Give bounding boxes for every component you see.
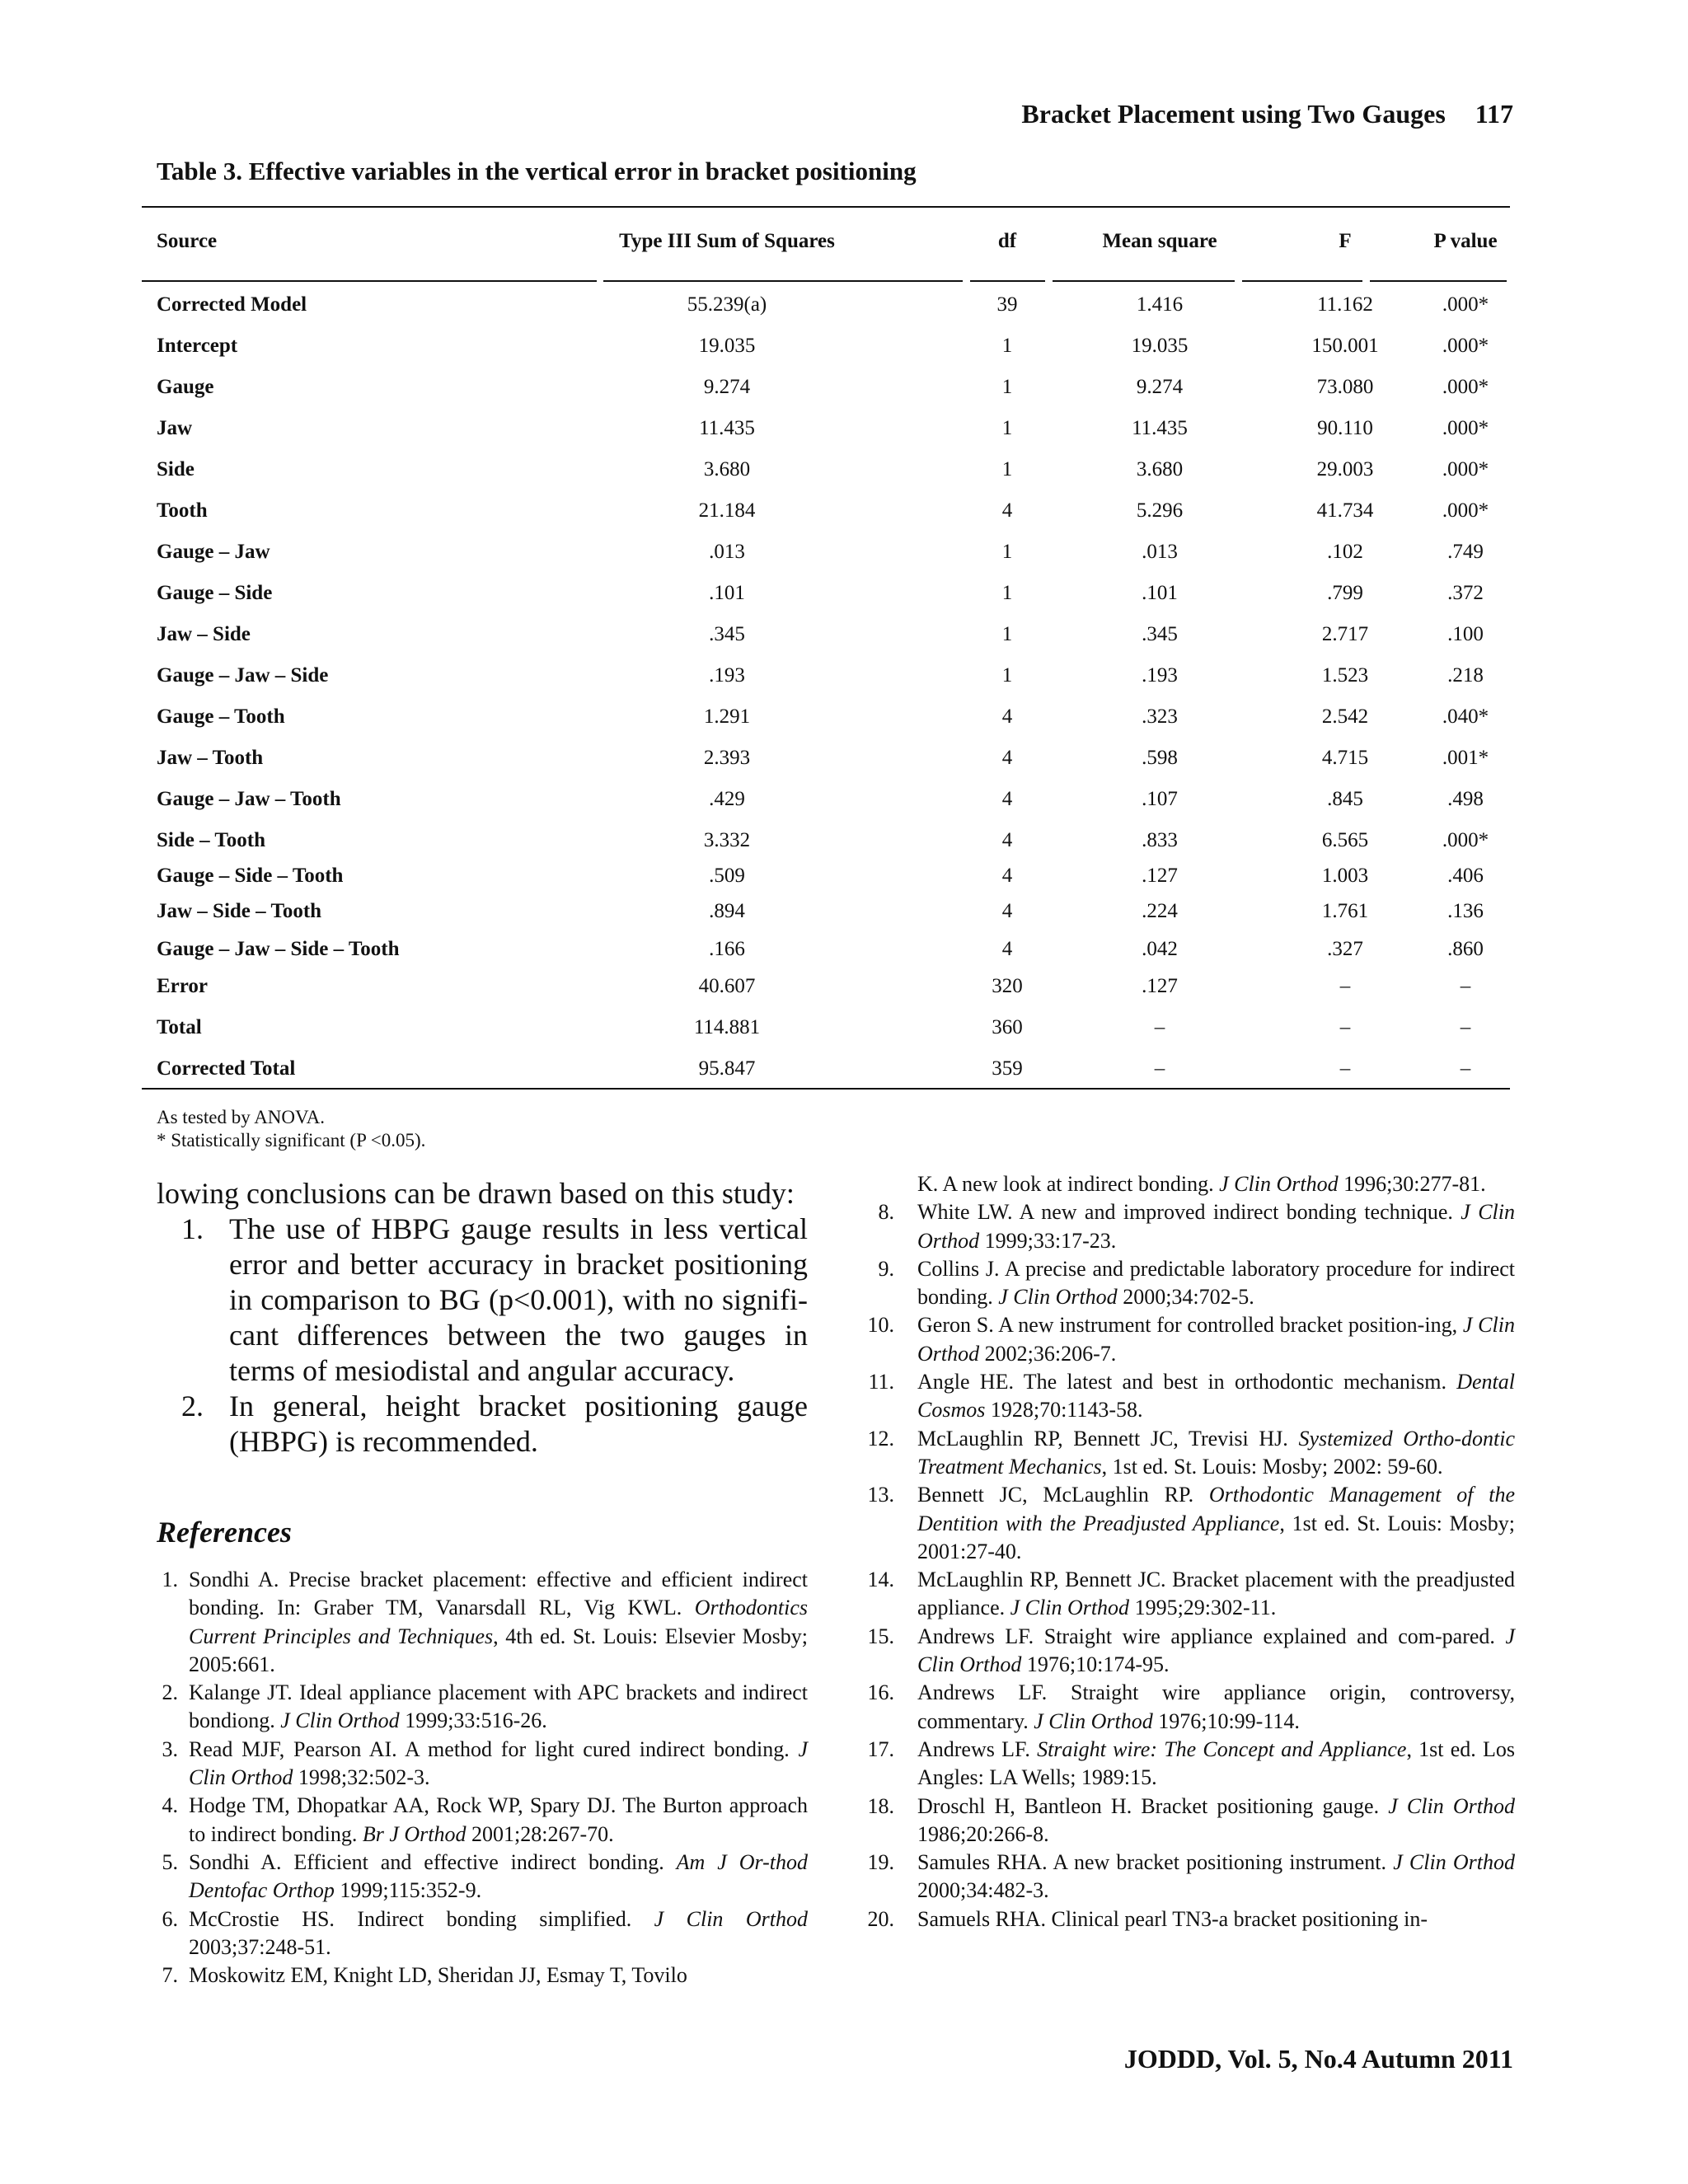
cell-df: 4 bbox=[1001, 705, 1013, 728]
reference-number: 9. bbox=[878, 1256, 894, 1281]
reference-item bbox=[148, 1849, 808, 1905]
cell-f-value: .845 bbox=[1327, 788, 1363, 810]
reference-title: J Clin Orthod bbox=[1393, 1850, 1516, 1875]
column-header-p-value: P value bbox=[1433, 230, 1498, 252]
reference-text: Sondhi A. Precise bracket placement: effective and efficient indirect bonding. In: Graber TM, Vanarsdall RL, Vig KWL. bbox=[189, 1568, 808, 1620]
reference-item bbox=[853, 1679, 1515, 1736]
cell-df: 1 bbox=[1001, 664, 1013, 687]
reference-item bbox=[148, 1679, 808, 1736]
table-row bbox=[142, 696, 1510, 738]
cell-mean-square: 19.035 bbox=[1131, 335, 1189, 357]
table-row bbox=[142, 966, 1510, 1007]
cell-df: 1 bbox=[1001, 335, 1013, 357]
cell-p-value: .498 bbox=[1447, 788, 1484, 810]
reference-title: J Clin Orthod bbox=[917, 1313, 1515, 1366]
column-header-df: df bbox=[997, 230, 1017, 252]
cell-f-value: .327 bbox=[1327, 938, 1363, 960]
table-row bbox=[142, 1007, 1510, 1048]
cell-f-value: 41.734 bbox=[1316, 499, 1374, 522]
table-row bbox=[142, 449, 1510, 490]
reference-item bbox=[853, 1566, 1515, 1623]
reference-item bbox=[853, 1905, 1515, 1933]
table-row bbox=[142, 1048, 1510, 1090]
reference-text: 1995;29:302-11. bbox=[1129, 1596, 1277, 1620]
table-row bbox=[142, 490, 1510, 532]
header-rule bbox=[1242, 280, 1362, 282]
cell-sum-of-squares: 114.881 bbox=[693, 1016, 761, 1038]
table-row bbox=[142, 367, 1510, 408]
table-row bbox=[142, 655, 1510, 696]
table-header bbox=[142, 216, 1510, 282]
cell-mean-square: 1.416 bbox=[1136, 293, 1184, 316]
reference-title: J Clin Orthod bbox=[654, 1906, 808, 1931]
reference-number: 18. bbox=[867, 1793, 894, 1818]
cell-mean-square: .127 bbox=[1142, 865, 1178, 887]
header-rule bbox=[1370, 280, 1507, 282]
header-rule bbox=[970, 280, 1045, 282]
cell-df: 1 bbox=[1001, 376, 1013, 398]
cell-source: Error bbox=[157, 975, 209, 997]
references-right-column bbox=[853, 1170, 1515, 1933]
cell-p-value: .000* bbox=[1442, 499, 1489, 522]
cell-f-value: 1.761 bbox=[1321, 900, 1369, 922]
cell-source: Jaw bbox=[157, 417, 193, 439]
cell-source: Jaw – Side – Tooth bbox=[157, 900, 322, 922]
reference-title: Orthodontics Current Principles and Techniques bbox=[189, 1596, 808, 1648]
cell-source: Total bbox=[157, 1016, 202, 1038]
cell-mean-square: .345 bbox=[1142, 623, 1178, 645]
reference-title: J Clin Orthod bbox=[998, 1285, 1118, 1310]
reference-number: 19. bbox=[867, 1850, 894, 1875]
cell-sum-of-squares: .894 bbox=[709, 900, 745, 922]
table-row bbox=[142, 891, 1510, 932]
cell-source: Gauge – Side – Tooth bbox=[157, 865, 344, 887]
cell-df: 4 bbox=[1001, 829, 1013, 851]
reference-text: , 1st ed. St. Louis: Mosby; 2001:27-40. bbox=[917, 1511, 1515, 1563]
cell-df: 1 bbox=[1001, 458, 1013, 480]
cell-p-value: .860 bbox=[1447, 938, 1484, 960]
journal-footer: JODDD, Vol. 5, No.4 Autumn 2011 bbox=[1123, 2044, 1513, 2074]
cell-source: Gauge bbox=[157, 376, 214, 398]
reference-title: J Clin Orthod bbox=[280, 1708, 400, 1733]
reference-number: 2. bbox=[162, 1680, 178, 1705]
cell-df: 39 bbox=[996, 293, 1018, 316]
cell-df: 4 bbox=[1001, 747, 1013, 769]
cell-df: 1 bbox=[1001, 417, 1013, 439]
reference-text: Sondhi A. Efficient and effective indirect bonding. bbox=[189, 1849, 677, 1874]
cell-mean-square: .323 bbox=[1142, 705, 1178, 728]
reference-text: McLaughlin RP, Bennett JC, Trevisi HJ. bbox=[917, 1426, 1299, 1451]
reference-title: Systemized Ortho-dontic Treatment Mechanics bbox=[917, 1426, 1516, 1479]
table-bottom-rule bbox=[142, 1088, 1510, 1090]
cell-f-value: 29.003 bbox=[1316, 458, 1374, 480]
table-row bbox=[142, 573, 1510, 614]
cell-f-value: 2.542 bbox=[1321, 705, 1369, 728]
cell-source: Jaw – Tooth bbox=[157, 747, 264, 769]
reference-text: Samules RHA. A new bracket positioning instrument. bbox=[917, 1850, 1394, 1875]
cell-f-value: 1.003 bbox=[1321, 865, 1369, 887]
cell-p-value: .000* bbox=[1442, 417, 1489, 439]
cell-sum-of-squares: .509 bbox=[709, 865, 745, 887]
reference-text: 2000;34:702-5. bbox=[1117, 1285, 1254, 1310]
reference-number: 14. bbox=[867, 1568, 894, 1592]
cell-sum-of-squares: 21.184 bbox=[698, 499, 756, 522]
header-rule bbox=[1053, 280, 1235, 282]
reference-title: J Clin Orthod bbox=[1388, 1793, 1515, 1818]
reference-text: 2002;36:206-7. bbox=[979, 1341, 1117, 1366]
table-row bbox=[142, 779, 1510, 820]
cell-mean-square: .013 bbox=[1142, 541, 1178, 563]
reference-title: Dental Cosmos bbox=[917, 1370, 1515, 1422]
cell-p-value: .372 bbox=[1447, 582, 1484, 604]
cell-p-value: .218 bbox=[1447, 664, 1484, 687]
cell-p-value: .136 bbox=[1447, 900, 1484, 922]
cell-source: Corrected Total bbox=[157, 1057, 296, 1080]
conclusion-item-text: The use of HBPG gauge results in less vertical error and better accuracy in bracket positioning in comparison to BG (p<0.001), with no signifi-cant differences between the two gauges in terms of mesiodistal and angular accuracy. bbox=[229, 1212, 808, 1387]
reference-number: 13. bbox=[867, 1483, 894, 1507]
reference-text: Samuels RHA. Clinical pearl TN3-a bracket positioning in- bbox=[917, 1906, 1428, 1931]
cell-p-value: .406 bbox=[1447, 865, 1484, 887]
reference-text: White LW. A new and improved indirect bonding technique. bbox=[917, 1200, 1461, 1225]
cell-df: 4 bbox=[1001, 499, 1013, 522]
cell-mean-square: – bbox=[1154, 1057, 1165, 1080]
cell-p-value: .040* bbox=[1442, 705, 1489, 728]
reference-text: Andrews LF. Straight wire appliance origin, controversy, commentary. bbox=[917, 1680, 1515, 1733]
reference-text: 1986;20:266-8. bbox=[917, 1821, 1049, 1846]
cell-f-value: 11.162 bbox=[1317, 293, 1373, 316]
cell-sum-of-squares: .429 bbox=[709, 788, 745, 810]
cell-p-value: .000* bbox=[1442, 293, 1489, 316]
cell-sum-of-squares: .345 bbox=[709, 623, 745, 645]
reference-number: 12. bbox=[867, 1426, 894, 1451]
conclusion-item bbox=[181, 1212, 808, 1389]
reference-number: 16. bbox=[867, 1680, 894, 1705]
reference-item bbox=[853, 1793, 1515, 1849]
cell-sum-of-squares: .166 bbox=[709, 938, 745, 960]
reference-item bbox=[148, 1566, 808, 1679]
cell-sum-of-squares: .013 bbox=[709, 541, 745, 563]
cell-p-value: .749 bbox=[1447, 541, 1484, 563]
reference-text: Bennett JC, McLaughlin RP. bbox=[917, 1483, 1209, 1507]
table-row bbox=[142, 326, 1510, 367]
running-head bbox=[1021, 99, 1513, 129]
table-row bbox=[142, 614, 1510, 655]
reference-number: 17. bbox=[867, 1736, 894, 1761]
reference-title: Br J Orthod bbox=[362, 1821, 467, 1846]
table-top-rule bbox=[142, 206, 1510, 208]
reference-text: 1996;30:277-81. bbox=[1338, 1172, 1486, 1196]
cell-sum-of-squares: 40.607 bbox=[698, 975, 756, 997]
reference-number: 5. bbox=[162, 1849, 178, 1874]
reference-title: J Clin Orthod bbox=[917, 1200, 1515, 1253]
cell-sum-of-squares: 95.847 bbox=[698, 1057, 756, 1080]
reference-text: K. A new look at indirect bonding. bbox=[917, 1172, 1220, 1196]
conclusion-intro: lowing conclusions can be drawn based on this study: bbox=[157, 1177, 795, 1210]
conclusion-list bbox=[157, 1212, 808, 1460]
reference-text: 1976;10:99-114. bbox=[1152, 1708, 1300, 1733]
reference-item bbox=[853, 1368, 1515, 1425]
reference-text: Geron S. A new instrument for controlled bracket position-ing, bbox=[917, 1313, 1463, 1338]
table-caption: Table 3. Effective variables in the vertical error in bracket positioning bbox=[157, 157, 917, 185]
cell-source: Gauge – Jaw – Side bbox=[157, 664, 329, 687]
reference-title: Straight wire: The Concept and Appliance bbox=[1037, 1736, 1407, 1761]
cell-f-value: .799 bbox=[1327, 582, 1363, 604]
reference-text: Read MJF, Pearson AI. A method for light cured indirect bonding. bbox=[189, 1736, 799, 1761]
reference-text: Andrews LF. Straight wire appliance explained and com-pared. bbox=[917, 1624, 1506, 1648]
cell-sum-of-squares: 3.680 bbox=[703, 458, 751, 480]
reference-text: Droschl H, Bantleon H. Bracket positioning gauge. bbox=[917, 1793, 1389, 1818]
cell-source: Gauge – Jaw – Tooth bbox=[157, 788, 341, 810]
reference-text: 2003;37:248-51. bbox=[189, 1934, 331, 1959]
cell-f-value: – bbox=[1339, 975, 1351, 997]
conclusion-item-number: 1. bbox=[181, 1212, 204, 1245]
running-title: Bracket Placement using Two Gauges bbox=[1021, 99, 1446, 129]
reference-text: Kalange JT. Ideal appliance placement with APC brackets and indirect bondiong. bbox=[189, 1680, 808, 1733]
cell-source: Gauge – Jaw – Side – Tooth bbox=[157, 938, 400, 960]
cell-source: Corrected Model bbox=[157, 293, 307, 316]
conclusion-section bbox=[157, 1176, 808, 1460]
cell-source: Side bbox=[157, 458, 195, 480]
cell-sum-of-squares: 9.274 bbox=[703, 376, 751, 398]
cell-source: Tooth bbox=[157, 499, 208, 522]
cell-df: 1 bbox=[1001, 582, 1013, 604]
reference-text: 2001;28:267-70. bbox=[466, 1821, 614, 1846]
reference-text: Collins J. A precise and predictable laboratory procedure for indirect bonding. bbox=[917, 1256, 1515, 1310]
conclusion-item-text: In general, height bracket positioning gauge (HBPG) is recommended. bbox=[229, 1390, 808, 1458]
reference-title: J Clin Orthod bbox=[189, 1736, 808, 1790]
column-header-f-value: F bbox=[1339, 230, 1352, 252]
cell-f-value: 6.565 bbox=[1321, 829, 1369, 851]
cell-mean-square: 9.274 bbox=[1136, 376, 1184, 398]
cell-source: Side – Tooth bbox=[157, 829, 266, 851]
cell-df: 360 bbox=[992, 1016, 1023, 1038]
reference-text: Andrews LF. bbox=[917, 1736, 1038, 1761]
cell-f-value: 2.717 bbox=[1321, 623, 1369, 645]
reference-text: Moskowitz EM, Knight LD, Sheridan JJ, Esmay T, Tovilo bbox=[189, 1963, 687, 1988]
cell-p-value: .000* bbox=[1442, 376, 1489, 398]
reference-number: 4. bbox=[162, 1793, 178, 1818]
cell-df: 4 bbox=[1001, 865, 1013, 887]
reference-item bbox=[148, 1736, 808, 1793]
cell-f-value: – bbox=[1339, 1057, 1351, 1080]
cell-f-value: .102 bbox=[1327, 541, 1363, 563]
cell-source: Gauge – Side bbox=[157, 582, 273, 604]
cell-sum-of-squares: 55.239(a) bbox=[687, 293, 767, 316]
reference-number: 10. bbox=[867, 1313, 894, 1338]
header-rule bbox=[142, 280, 597, 282]
cell-mean-square: .598 bbox=[1142, 747, 1178, 769]
reference-item bbox=[853, 1623, 1515, 1680]
cell-f-value: – bbox=[1339, 1016, 1351, 1038]
reference-number: 11. bbox=[868, 1370, 894, 1394]
reference-item bbox=[853, 1311, 1515, 1368]
reference-text: 1999;33:516-26. bbox=[399, 1708, 547, 1733]
cell-mean-square: 3.680 bbox=[1136, 458, 1184, 480]
references-heading: References bbox=[157, 1516, 292, 1549]
cell-source: Intercept bbox=[157, 335, 238, 357]
reference-text: 1999;115:352-9. bbox=[334, 1878, 482, 1903]
references-left-column bbox=[157, 1566, 808, 1990]
cell-df: 359 bbox=[992, 1057, 1023, 1080]
cell-p-value: – bbox=[1460, 975, 1471, 997]
table-row bbox=[142, 532, 1510, 573]
reference-item bbox=[148, 1905, 808, 1962]
column-header-sum-of-squares: Type III Sum of Squares bbox=[619, 230, 835, 252]
cell-df: 4 bbox=[1001, 788, 1013, 810]
reference-text: 1976;10:174-95. bbox=[1021, 1652, 1170, 1677]
cell-mean-square: .833 bbox=[1142, 829, 1178, 851]
conclusion-item bbox=[181, 1389, 808, 1460]
reference-title: J Clin Orthod bbox=[1219, 1172, 1339, 1196]
cell-sum-of-squares: 3.332 bbox=[703, 829, 751, 851]
cell-df: 320 bbox=[992, 975, 1023, 997]
reference-item bbox=[853, 1425, 1515, 1482]
cell-mean-square: – bbox=[1154, 1016, 1165, 1038]
reference-title: J Clin Orthod bbox=[1010, 1596, 1130, 1620]
reference-text: 2000;34:482-3. bbox=[917, 1878, 1049, 1903]
cell-mean-square: .224 bbox=[1142, 900, 1178, 922]
reference-text: 1998;32:502-3. bbox=[293, 1765, 430, 1790]
page-number: 117 bbox=[1475, 99, 1513, 129]
column-header-source: Source bbox=[157, 230, 218, 252]
reference-item bbox=[853, 1736, 1515, 1793]
reference-text: , 1st ed. St. Louis: Mosby; 2002: 59-60. bbox=[1101, 1454, 1443, 1479]
cell-p-value: .001* bbox=[1442, 747, 1489, 769]
cell-df: 4 bbox=[1001, 938, 1013, 960]
reference-title: J Clin Orthod bbox=[917, 1624, 1515, 1677]
reference-text: 1999;33:17-23. bbox=[979, 1228, 1117, 1253]
cell-f-value: 150.001 bbox=[1311, 335, 1379, 357]
reference-number: 6. bbox=[162, 1906, 178, 1931]
cell-f-value: 4.715 bbox=[1321, 747, 1369, 769]
column-header-mean-square: Mean square bbox=[1102, 230, 1217, 252]
reference-number: 8. bbox=[878, 1200, 894, 1225]
reference-item bbox=[853, 1198, 1515, 1255]
reference-text: 1928;70:1143-58. bbox=[985, 1398, 1143, 1422]
table-row bbox=[142, 408, 1510, 449]
cell-p-value: – bbox=[1460, 1057, 1471, 1080]
cell-sum-of-squares: 19.035 bbox=[698, 335, 756, 357]
cell-df: 1 bbox=[1001, 623, 1013, 645]
cell-p-value: .000* bbox=[1442, 829, 1489, 851]
cell-sum-of-squares: 1.291 bbox=[703, 705, 751, 728]
reference-title: Am J Or-thod Dentofac Orthop bbox=[189, 1849, 808, 1903]
reference-item bbox=[853, 1170, 1515, 1198]
cell-p-value: .000* bbox=[1442, 335, 1489, 357]
reference-text: Angle HE. The latest and best in orthodontic mechanism. bbox=[917, 1370, 1457, 1394]
reference-number: 3. bbox=[162, 1736, 178, 1761]
cell-f-value: 73.080 bbox=[1316, 376, 1374, 398]
cell-sum-of-squares: .101 bbox=[709, 582, 745, 604]
table-footnotes bbox=[157, 1106, 425, 1152]
reference-text: , 4th ed. St. Louis: Elsevier Mosby; 2005:661. bbox=[189, 1624, 808, 1676]
cell-sum-of-squares: 11.435 bbox=[699, 417, 755, 439]
cell-f-value: 1.523 bbox=[1321, 664, 1369, 687]
footnote-significance: * Statistically significant (P <0.05). bbox=[157, 1130, 426, 1151]
reference-item bbox=[148, 1792, 808, 1849]
reference-item bbox=[853, 1255, 1515, 1312]
reference-title: Orthodontic Management of the Dentition with the Preadjusted Appliance bbox=[917, 1483, 1515, 1535]
cell-mean-square: .042 bbox=[1142, 938, 1178, 960]
reference-text: McCrostie HS. Indirect bonding simplified. bbox=[189, 1906, 654, 1931]
cell-sum-of-squares: 2.393 bbox=[703, 747, 751, 769]
reference-title: J Clin Orthod bbox=[1034, 1708, 1153, 1733]
cell-source: Gauge – Jaw bbox=[157, 541, 270, 563]
table-row bbox=[142, 738, 1510, 779]
cell-sum-of-squares: .193 bbox=[709, 664, 745, 687]
reference-item bbox=[853, 1849, 1515, 1905]
reference-text: Hodge TM, Dhopatkar AA, Rock WP, Spary DJ. The Burton approach to indirect bonding. bbox=[189, 1793, 808, 1846]
reference-number: 15. bbox=[867, 1624, 894, 1648]
cell-source: Gauge – Tooth bbox=[157, 705, 285, 728]
reference-item bbox=[148, 1961, 808, 1990]
cell-mean-square: 11.435 bbox=[1132, 417, 1188, 439]
reference-text: , 1st ed. Los Angles: LA Wells; 1989:15. bbox=[917, 1736, 1516, 1790]
cell-mean-square: .127 bbox=[1142, 975, 1178, 997]
cell-source: Jaw – Side bbox=[157, 623, 251, 645]
reference-item bbox=[853, 1481, 1515, 1566]
reference-text: McLaughlin RP, Bennett JC. Bracket placement with the preadjusted appliance. bbox=[917, 1568, 1515, 1620]
header-rule bbox=[603, 280, 963, 282]
cell-df: 4 bbox=[1001, 900, 1013, 922]
cell-df: 1 bbox=[1001, 541, 1013, 563]
cell-f-value: 90.110 bbox=[1317, 417, 1373, 439]
cell-mean-square: 5.296 bbox=[1136, 499, 1184, 522]
table-row bbox=[142, 929, 1510, 970]
reference-number: 1. bbox=[162, 1568, 178, 1591]
reference-number: 7. bbox=[162, 1963, 178, 1988]
footnote-anova: As tested by ANOVA. bbox=[157, 1107, 326, 1127]
table-row bbox=[142, 284, 1510, 326]
conclusion-item-number: 2. bbox=[181, 1390, 204, 1422]
cell-p-value: .000* bbox=[1442, 458, 1489, 480]
cell-mean-square: .101 bbox=[1142, 582, 1178, 604]
reference-number: 20. bbox=[867, 1906, 894, 1931]
cell-mean-square: .193 bbox=[1142, 664, 1178, 687]
cell-p-value: .100 bbox=[1447, 623, 1484, 645]
cell-p-value: – bbox=[1460, 1016, 1471, 1038]
cell-mean-square: .107 bbox=[1142, 788, 1178, 810]
